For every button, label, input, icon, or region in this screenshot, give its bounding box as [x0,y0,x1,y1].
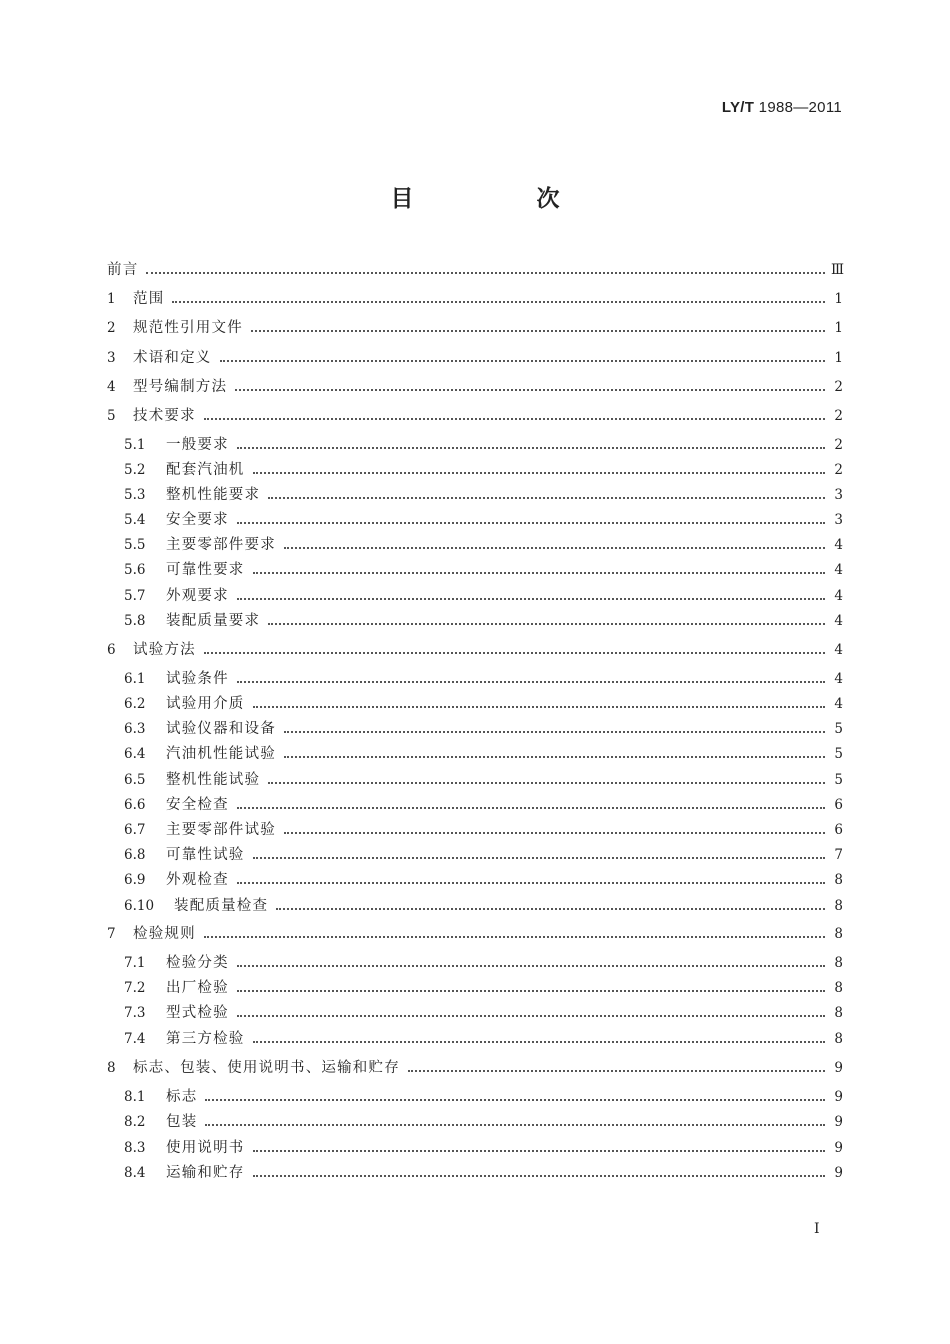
toc-entry-label: 前言 [107,262,139,278]
toc-entry-page: 4 [834,562,843,578]
toc-entry[interactable] [107,258,843,283]
toc-entry-number: 6.3 [124,721,146,737]
toc-entry-label: 试验条件 [166,671,229,687]
dot-leader [284,730,825,733]
toc-entry-page: 9 [834,1114,843,1130]
dot-leader [408,1069,825,1072]
toc-entry-number: 7.4 [124,1031,146,1047]
standard-code-prefix: LY/T [721,99,755,116]
toc-entry[interactable] [124,868,843,893]
toc-entry[interactable] [124,458,843,483]
dot-leader [253,571,826,574]
toc-entry-page: 8 [834,980,843,996]
toc-entry[interactable] [124,1085,843,1110]
toc-entry-number: 4 [107,379,116,395]
toc-entry[interactable] [124,1161,843,1186]
toc-entry-page: 8 [834,872,843,888]
toc-entry-number: 1 [107,291,116,307]
dot-leader [237,680,825,683]
toc-entry-number: 6.2 [124,696,146,712]
toc-entry[interactable] [124,742,843,767]
toc-entry-label: 试验仪器和设备 [166,721,276,737]
toc-entry-number: 6.10 [124,898,155,914]
toc-entry[interactable] [124,1136,843,1161]
toc-entry-page: 6 [834,797,843,813]
toc-entry-number: 7.1 [124,955,146,971]
toc-entry-label: 型式检验 [166,1005,229,1021]
toc-entry-label: 范围 [133,291,165,307]
toc-entry-number: 6 [107,642,116,658]
toc-entry[interactable] [124,1001,843,1026]
toc-entry-number: 8 [107,1060,116,1076]
dot-leader [284,831,825,834]
toc-entry-page: 8 [834,1005,843,1021]
toc-entry[interactable] [124,558,843,583]
toc-entry-label: 型号编制方法 [133,379,228,395]
toc-entry-label: 安全要求 [166,512,229,528]
toc-entry-number: 6.6 [124,797,146,813]
toc-entry[interactable] [124,584,843,609]
toc-entry-number: 6.9 [124,872,146,888]
page-number-footer: Ⅰ [814,1221,820,1237]
dot-leader [268,622,825,625]
toc-entry-page: 1 [834,320,843,336]
toc-entry-page: 9 [834,1089,843,1105]
toc-entry-label: 安全检查 [166,797,229,813]
dot-leader [205,1123,825,1126]
toc-entry-label: 使用说明书 [166,1140,245,1156]
dot-leader [204,935,825,938]
toc-entry-number: 5.5 [124,537,146,553]
toc-entry-label: 包装 [166,1114,198,1130]
dot-leader [205,1098,825,1101]
toc-entry-label: 检验分类 [166,955,229,971]
toc-entry[interactable] [124,1110,843,1135]
toc-entry-label: 可靠性要求 [166,562,245,578]
toc-entry-label: 外观要求 [166,588,229,604]
toc-entry[interactable] [124,894,843,919]
dot-leader [268,781,825,784]
toc-entry-number: 5.6 [124,562,146,578]
dot-leader [237,521,825,524]
dot-leader [235,388,825,391]
dot-leader [220,359,826,362]
toc-entry-label: 标志、包装、使用说明书、运输和贮存 [133,1060,400,1076]
toc-entry[interactable] [124,818,843,843]
toc-entry-label: 汽油机性能试验 [166,746,276,762]
toc-entry[interactable] [124,433,843,458]
toc-entry-page: 4 [834,537,843,553]
toc-entry-label: 术语和定义 [133,350,212,366]
toc-entry-label: 检验规则 [133,926,196,942]
toc-entry-number: 7.2 [124,980,146,996]
dot-leader [204,417,825,420]
toc-entry[interactable] [124,609,843,634]
dot-leader [237,964,825,967]
toc-entry-page: 2 [834,379,843,395]
toc-entry[interactable] [107,287,843,312]
toc-entry-label: 外观检查 [166,872,229,888]
toc-entry-number: 7 [107,926,116,942]
toc-entry-page: 4 [834,696,843,712]
toc-entry-page: 3 [834,512,843,528]
toc-entry[interactable] [124,793,843,818]
toc-entry-label: 出厂检验 [166,980,229,996]
toc-entry-number: 5.2 [124,462,146,478]
toc-entry-label: 可靠性试验 [166,847,245,863]
toc-entry-page: 9 [834,1140,843,1156]
toc-entry-number: 3 [107,350,116,366]
toc-entry-number: 7.3 [124,1005,146,1021]
toc-entry-page: 9 [834,1165,843,1181]
toc-entry-page: 4 [834,671,843,687]
dot-leader [253,1174,826,1177]
standard-code-number: 1988—2011 [758,99,842,116]
toc-entry-page: 9 [834,1060,843,1076]
toc-entry-page: 8 [834,1031,843,1047]
toc-entry[interactable] [124,533,843,558]
toc-entry-page: 8 [834,898,843,914]
toc-entry-label: 规范性引用文件 [133,320,243,336]
toc-entry[interactable] [107,638,843,663]
toc-entry-label: 试验方法 [133,642,196,658]
toc-entry-label: 装配质量检查 [174,898,269,914]
dot-leader [237,881,825,884]
dot-leader [276,907,825,910]
toc-entry-label: 运输和贮存 [166,1165,245,1181]
toc-entry-label: 整机性能试验 [166,772,261,788]
toc-entry[interactable] [107,346,843,371]
dot-leader [253,856,826,859]
dot-leader [253,471,826,474]
toc-entry-page: 2 [834,437,843,453]
dot-leader [284,546,825,549]
dot-leader [172,300,825,303]
toc-entry-page: 5 [834,721,843,737]
toc-entry[interactable] [107,922,843,947]
toc-entry-label: 装配质量要求 [166,613,261,629]
toc-entry-label: 第三方检验 [166,1031,245,1047]
toc-entry-number: 8.2 [124,1114,146,1130]
dot-leader [237,446,825,449]
toc-entry-number: 6.5 [124,772,146,788]
toc-entry-page: 4 [834,588,843,604]
toc-entry[interactable] [124,1027,843,1052]
dot-leader [253,1149,826,1152]
toc-entry[interactable] [124,692,843,717]
toc-entry-number: 5.8 [124,613,146,629]
toc-entry-page: 8 [834,926,843,942]
toc-entry-number: 8.3 [124,1140,146,1156]
toc-entry-number: 5.3 [124,487,146,503]
toc-entry[interactable] [107,316,843,341]
toc-entry-page: 8 [834,955,843,971]
toc-entry[interactable] [124,717,843,742]
dot-leader [284,755,825,758]
toc-entry[interactable] [124,951,843,976]
toc-entry-page: 1 [834,350,843,366]
toc-entry-label: 一般要求 [166,437,229,453]
toc-entry-page: 7 [834,847,843,863]
dot-leader [146,271,825,274]
toc-entry-page: 2 [834,408,843,424]
toc-entry-page: 5 [834,772,843,788]
dot-leader [253,705,826,708]
toc-entry-page: 2 [834,462,843,478]
toc-entry-label: 技术要求 [133,408,196,424]
toc-entry[interactable] [107,375,843,400]
dot-leader [237,1014,825,1017]
dot-leader [204,651,825,654]
toc-entry-number: 5.4 [124,512,146,528]
dot-leader [251,329,825,332]
toc-entry-number: 5.1 [124,437,146,453]
toc-entry-label: 整机性能要求 [166,487,261,503]
toc-entry[interactable] [124,843,843,868]
dot-leader [253,1040,826,1043]
toc-entry-number: 6.7 [124,822,146,838]
toc-entry-number: 5.7 [124,588,146,604]
toc-entry[interactable] [124,508,843,533]
toc-entry-number: 8.4 [124,1165,146,1181]
toc-entry-number: 6.4 [124,746,146,762]
toc-entry-number: 6.8 [124,847,146,863]
toc-entry-page: Ⅲ [831,262,845,278]
page-title: 目 次 [390,185,610,212]
toc-entry-number: 6.1 [124,671,146,687]
toc-entry-label: 试验用介质 [166,696,245,712]
toc-entry-page: 4 [834,642,843,658]
toc-entry-number: 8.1 [124,1089,146,1105]
toc-entry-page: 3 [834,487,843,503]
dot-leader [237,597,825,600]
toc-entry-page: 4 [834,613,843,629]
standard-code [722,99,842,116]
toc-entry[interactable] [107,1056,843,1081]
toc-entry[interactable] [124,483,843,508]
toc-entry-page: 6 [834,822,843,838]
toc-entry-label: 标志 [166,1089,198,1105]
toc-entry[interactable] [124,667,843,692]
dot-leader [237,806,825,809]
toc-entry-page: 5 [834,746,843,762]
dot-leader [237,989,825,992]
toc-entry-label: 主要零部件试验 [166,822,276,838]
dot-leader [268,496,825,499]
toc-entry[interactable] [124,976,843,1001]
toc-entry-number: 2 [107,320,116,336]
toc-entry-label: 主要零部件要求 [166,537,276,553]
toc-entry[interactable] [124,768,843,793]
toc-entry-number: 5 [107,408,116,424]
toc-entry-page: 1 [834,291,843,307]
toc-entry[interactable] [107,404,843,429]
toc-entry-label: 配套汽油机 [166,462,245,478]
